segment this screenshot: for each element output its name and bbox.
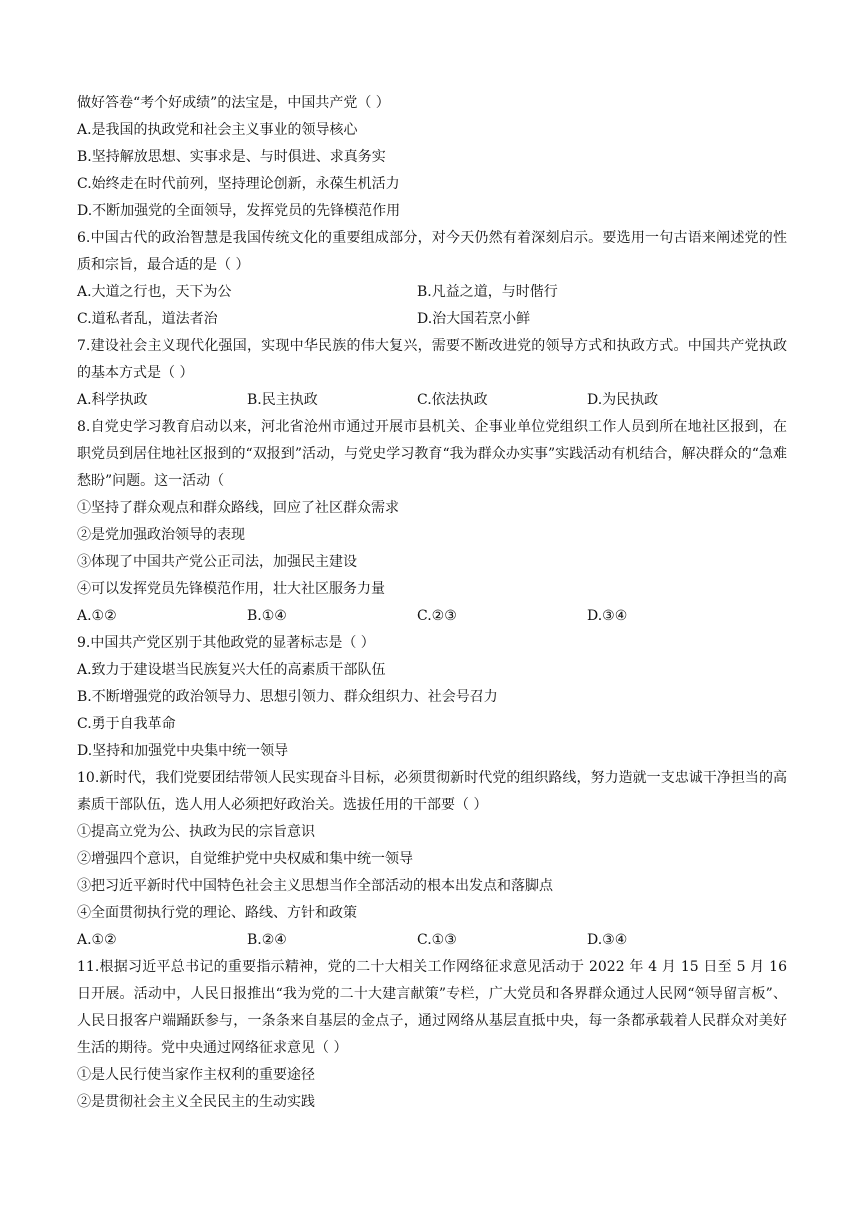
q8-statement-3: ③体现了中国共产党公正司法，加强民主建设 bbox=[77, 554, 357, 570]
q6-option-c: C.道私者乱，道法者治 bbox=[77, 311, 218, 327]
q10-option-a: A.①② bbox=[77, 932, 117, 948]
q8-option-c: C.②③ bbox=[417, 608, 457, 624]
q10-stem: 10.新时代，我们党要团结带领人民实现奋斗目标，必须贯彻新时代党的组织路线，努力造就一支忠诚干净担当的高素质干部队伍，选人用人必须把好政治关。选拔任用的干部要（ ） bbox=[77, 770, 787, 813]
q5-stem-line: 做好答卷“考个好成绩”的法宝是，中国共产党（ ） bbox=[77, 95, 390, 111]
q9-option-b: B.不断增强党的政治领导力、思想引领力、群众组织力、社会号召力 bbox=[77, 689, 498, 705]
q8-stem: 8.自党史学习教育启动以来，河北省沧州市通过开展市县机关、企事业单位党组织工作人员到所在地社区报到，在职党员到居住地社区报到的“双报到”活动，与党史学习教育“我为群众办实事”实践活动有机结合，解决群众的“急难愁盼”问题。这一活动（ bbox=[77, 419, 787, 489]
q8-statement-4: ④可以发挥党员先锋模范作用，壮大社区服务力量 bbox=[77, 581, 385, 597]
question-list bbox=[77, 90, 787, 1116]
q9-option-d: D.坚持和加强党中央集中统一领导 bbox=[77, 743, 289, 759]
q7-option-c: C.依法执政 bbox=[417, 392, 488, 408]
q11-statement-2: ②是贯彻社会主义全民民主的生动实践 bbox=[77, 1094, 315, 1110]
q10-option-b: B.②④ bbox=[247, 932, 287, 948]
q5-option-b: B.坚持解放思想、实事求是、与时俱进、求真务实 bbox=[77, 149, 386, 165]
q8-option-b: B.①④ bbox=[247, 608, 287, 624]
q10-statement-2: ②增强四个意识，自觉维护党中央权威和集中统一领导 bbox=[77, 851, 413, 867]
q10-option-d: D.③④ bbox=[587, 932, 628, 948]
q6-options-row-1 bbox=[77, 279, 787, 306]
q6-stem: 6.中国古代的政治智慧是我国传统文化的重要组成部分，对今天仍然有着深刻启示。要选用一句古语来阐述党的性质和宗旨，最合适的是（ ） bbox=[77, 230, 787, 273]
q6-option-b: B.凡益之道，与时偕行 bbox=[417, 284, 558, 300]
q10-option-c: C.①③ bbox=[417, 932, 457, 948]
q11-statement-1: ①是人民行使当家作主权利的重要途径 bbox=[77, 1067, 315, 1083]
q8-option-d: D.③④ bbox=[587, 608, 628, 624]
q11-stem: 11.根据习近平总书记的重要指示精神，党的二十大相关工作网络征求意见活动于 2022 年 4 月 15 日至 5 月 16 日开展。活动中，人民日报推出“我为党的二十大建言献策”专栏，广大党员和各界群众通过人民网“领导留言板”、人民日报客户端踊跃参与，一条条来自基层的金点子，通过网络从基层直抵中央，每一条都承载着人民群众对美好生活的期待。党中央通过网络征求意见（ ） bbox=[77, 959, 787, 1056]
q10-options bbox=[77, 927, 787, 954]
q8-options bbox=[77, 603, 787, 630]
q7-options bbox=[77, 387, 787, 414]
q8-statement-2: ②是党加强政治领导的表现 bbox=[77, 527, 245, 543]
q10-statement-4: ④全面贯彻执行党的理论、路线、方针和政策 bbox=[77, 905, 357, 921]
q7-stem: 7.建设社会主义现代化强国，实现中华民族的伟大复兴，需要不断改进党的领导方式和执政方式。中国共产党执政的基本方式是（ ） bbox=[77, 338, 787, 381]
q8-statement-1: ①坚持了群众观点和群众路线，回应了社区群众需求 bbox=[77, 500, 399, 516]
q6-option-d: D.治大国若烹小鲜 bbox=[417, 311, 531, 327]
q8-option-a: A.①② bbox=[77, 608, 117, 624]
q9-stem: 9.中国共产党区别于其他政党的显著标志是（ ） bbox=[77, 635, 375, 651]
q5-option-c: C.始终走在时代前列，坚持理论创新，永葆生机活力 bbox=[77, 176, 400, 192]
q6-option-a: A.大道之行也，天下为公 bbox=[77, 284, 232, 300]
q5-option-a: A.是我国的执政党和社会主义事业的领导核心 bbox=[77, 122, 358, 138]
q10-statement-1: ①提高立党为公、执政为民的宗旨意识 bbox=[77, 824, 315, 840]
q7-option-b: B.民主执政 bbox=[247, 392, 318, 408]
q6-options-row-2 bbox=[77, 306, 787, 333]
q5-option-d: D.不断加强党的全面领导，发挥党员的先锋模范作用 bbox=[77, 203, 401, 219]
q7-option-a: A.科学执政 bbox=[77, 392, 148, 408]
q10-statement-3: ③把习近平新时代中国特色社会主义思想当作全部活动的根本出发点和落脚点 bbox=[77, 878, 553, 894]
q7-option-d: D.为民执政 bbox=[587, 392, 659, 408]
q9-option-a: A.致力于建设堪当民族复兴大任的高素质干部队伍 bbox=[77, 662, 386, 678]
q9-option-c: C.勇于自我革命 bbox=[77, 716, 176, 732]
